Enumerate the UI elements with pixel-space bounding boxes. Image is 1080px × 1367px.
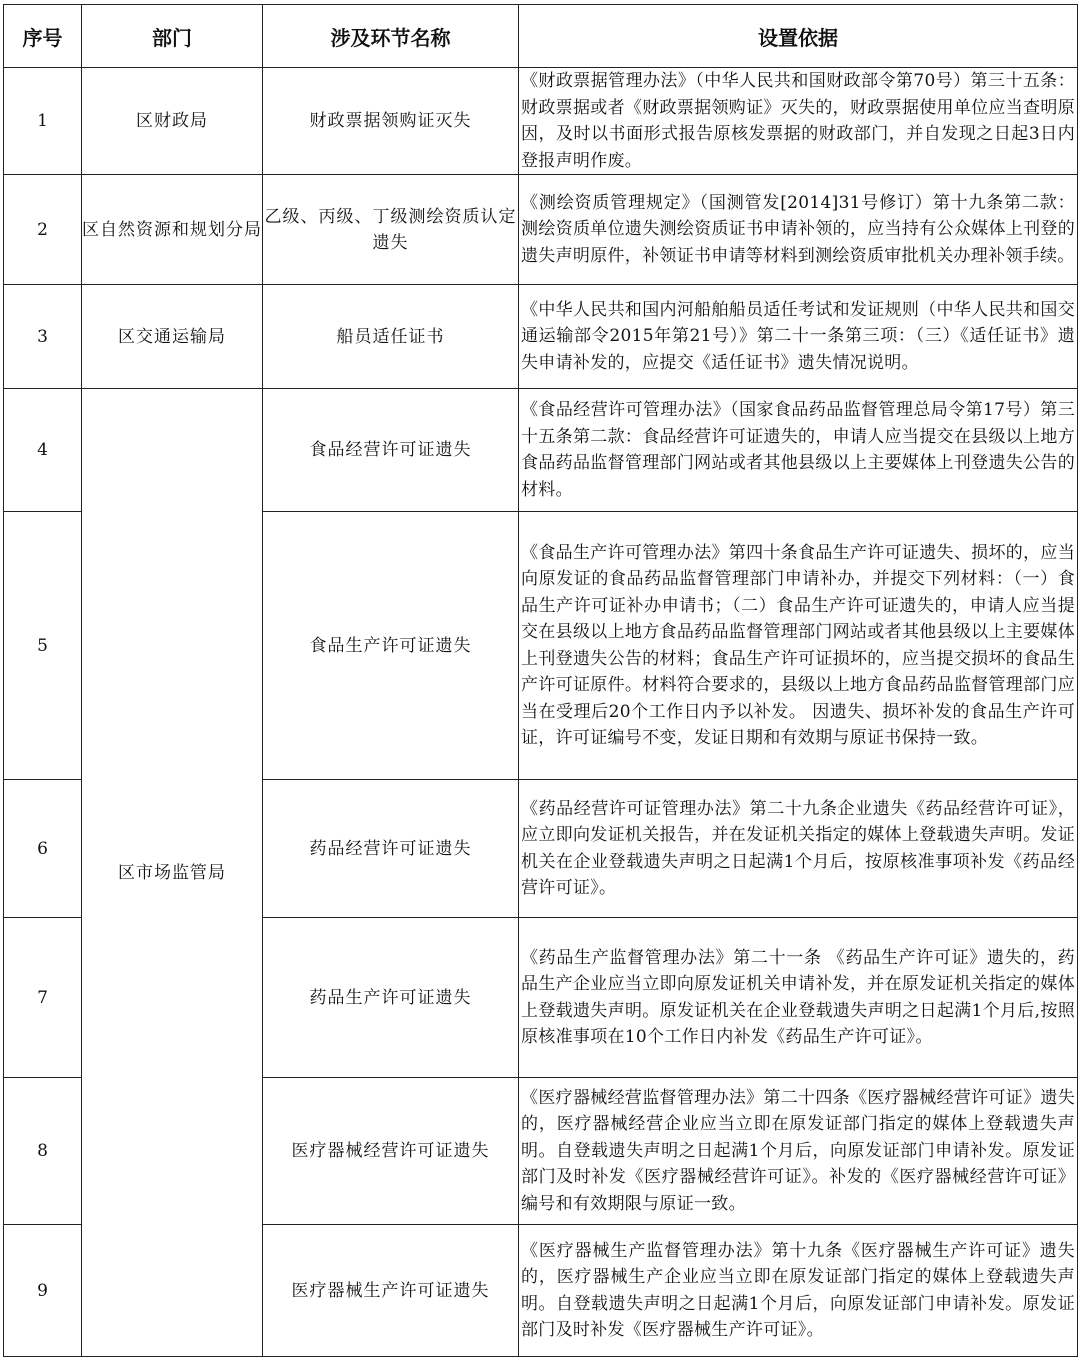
row-department: 区财政局 bbox=[82, 68, 263, 175]
row-number: 9 bbox=[4, 1225, 82, 1357]
row-basis: 《医疗器械生产监督管理办法》第十九条《医疗器械生产许可证》遗失的，医疗器械生产企业应当立即在原发证部门指定的媒体上登载遗失声明。自登载遗失声明之日起满1个月后，向原发证部门申请补发。原发证部门及时补发《医疗器械生产许可证》。 bbox=[519, 1225, 1078, 1357]
row-number: 6 bbox=[4, 780, 82, 918]
row-item-name: 财政票据领购证灭失 bbox=[263, 68, 519, 175]
row-basis: 《药品生产监督管理办法》第二十一条 《药品生产许可证》遗失的，药品生产企业应当立即向原发证机关申请补发，并在原发证机关指定的媒体上登载遗失声明。原发证机关在企业登载遗失声明之日起满1个月后,按照原核准事项在10个工作日内补发《药品生产许可证》。 bbox=[519, 918, 1078, 1078]
row-department: 区市场监管局 bbox=[82, 389, 263, 1357]
row-basis: 《食品经营许可管理办法》（国家食品药品监督管理总局令第17号）第三十五条第二款：食品经营许可证遗失的，申请人应当提交在县级以上地方食品药品监督管理部门网站或者其他县级以上主要媒体上刊登遗失公告的材料。 bbox=[519, 389, 1078, 512]
row-basis: 《医疗器械经营监督管理办法》第二十四条《医疗器械经营许可证》遗失的，医疗器械经营企业应当立即在原发证部门指定的媒体上登载遗失声明。自登载遗失声明之日起满1个月后，向原发证部门申请补发。原发证部门及时补发《医疗器械经营许可证》。补发的《医疗器械经营许可证》编号和有效期限与原证一致。 bbox=[519, 1078, 1078, 1225]
row-basis: 《中华人民共和国内河船舶船员适任考试和发证规则（中华人民共和国交通运输部令2015年第21号）》第二十一条第三项：（三）《适任证书》遗失申请补发的，应提交《适任证书》遗失情况说明。 bbox=[519, 285, 1078, 389]
header-basis: 设置依据 bbox=[519, 5, 1078, 68]
row-number: 8 bbox=[4, 1078, 82, 1225]
regulation-table bbox=[3, 4, 1078, 1357]
row-item-name: 药品生产许可证遗失 bbox=[263, 918, 519, 1078]
row-basis: 《药品经营许可证管理办法》第二十九条企业遗失《药品经营许可证》，应立即向发证机关报告，并在发证机关指定的媒体上登载遗失声明。发证机关在企业登载遗失声明之日起满1个月后，按原核准事项补发《药品经营许可证》。 bbox=[519, 780, 1078, 918]
row-department: 区自然资源和规划分局 bbox=[82, 175, 263, 285]
row-basis: 《测绘资质管理规定》（国测管发[2014]31号修订）第十九条第二款：测绘资质单位遗失测绘资质证书申请补领的，应当持有公众媒体上刊登的遗失声明原件，补领证书申请等材料到测绘资质审批机关办理补领手续。 bbox=[519, 175, 1078, 285]
row-department: 区交通运输局 bbox=[82, 285, 263, 389]
row-number: 1 bbox=[4, 68, 82, 175]
row-number: 7 bbox=[4, 918, 82, 1078]
table-row bbox=[4, 68, 1078, 175]
header-item-name: 涉及环节名称 bbox=[263, 5, 519, 68]
row-item-name: 乙级、丙级、丁级测绘资质认定遗失 bbox=[263, 175, 519, 285]
table-row bbox=[4, 389, 1078, 512]
row-item-name: 医疗器械经营许可证遗失 bbox=[263, 1078, 519, 1225]
table-row bbox=[4, 285, 1078, 389]
table-row bbox=[4, 175, 1078, 285]
header-row bbox=[4, 5, 1078, 68]
row-number: 3 bbox=[4, 285, 82, 389]
row-item-name: 船员适任证书 bbox=[263, 285, 519, 389]
row-basis: 《食品生产许可管理办法》第四十条食品生产许可证遗失、损坏的，应当向原发证的食品药品监督管理部门申请补办，并提交下列材料：（一）食品生产许可证补办申请书；（二）食品生产许可证遗失的，申请人应当提交在县级以上地方食品药品监督管理部门网站或者其他县级以上主要媒体上刊登遗失公告的材料；食品生产许可证损坏的，应当提交损坏的食品生产许可证原件。材料符合要求的，县级以上地方食品药品监督管理部门应当在受理后20个工作日内予以补发。 因遗失、损坏补发的食品生产许可证，许可证编号不变，发证日期和有效期与原证书保持一致。 bbox=[519, 512, 1078, 780]
row-item-name: 药品经营许可证遗失 bbox=[263, 780, 519, 918]
row-item-name: 医疗器械生产许可证遗失 bbox=[263, 1225, 519, 1357]
row-item-name: 食品生产许可证遗失 bbox=[263, 512, 519, 780]
header-number: 序号 bbox=[4, 5, 82, 68]
header-department: 部门 bbox=[82, 5, 263, 68]
row-basis: 《财政票据管理办法》（中华人民共和国财政部令第70号）第三十五条：财政票据或者《财政票据领购证》灭失的，财政票据使用单位应当查明原因，及时以书面形式报告原核发票据的财政部门，并自发现之日起3日内登报声明作废。 bbox=[519, 68, 1078, 175]
row-item-name: 食品经营许可证遗失 bbox=[263, 389, 519, 512]
row-number: 5 bbox=[4, 512, 82, 780]
row-number: 4 bbox=[4, 389, 82, 512]
row-number: 2 bbox=[4, 175, 82, 285]
